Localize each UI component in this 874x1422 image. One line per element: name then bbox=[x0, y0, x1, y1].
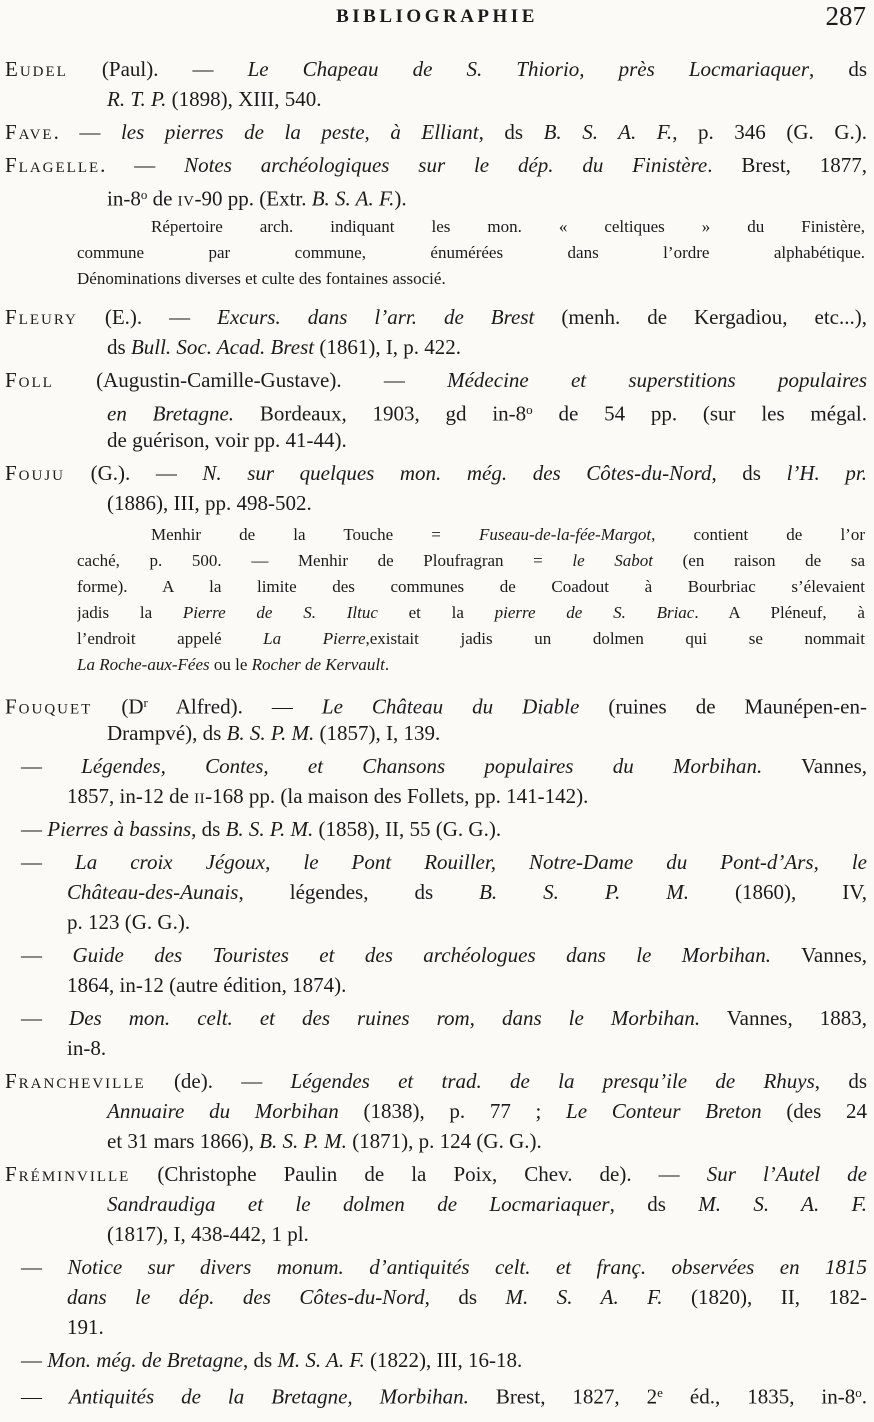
text-run: R. T. P. bbox=[107, 87, 167, 111]
bib-entry bbox=[5, 1345, 867, 1375]
text-run: Vannes, bbox=[762, 754, 867, 778]
text-run: (Christophe Paulin de la Poix, Chev. de). — bbox=[130, 1162, 707, 1186]
text-run: (1860), IV, bbox=[689, 880, 867, 904]
text-run: Vannes, bbox=[771, 943, 867, 967]
text-line bbox=[5, 847, 867, 877]
text-run: commune par commune, énumérées dans l’ordre alphabétique. bbox=[77, 243, 865, 262]
text-run: dans le dép. des Côtes-du-Nord bbox=[67, 1285, 425, 1309]
text-run: Brest, 1827, 2 bbox=[468, 1384, 658, 1408]
text-run: Flagelle bbox=[5, 153, 101, 177]
text-run: Légendes et trad. de la presqu’ile de Rhuys bbox=[290, 1069, 815, 1093]
running-title: BIBLIOGRAPHIE bbox=[336, 6, 538, 27]
text-line bbox=[77, 240, 865, 266]
text-run: B. S. P. M. bbox=[226, 721, 315, 745]
text-run: , contient de l’or bbox=[651, 525, 865, 544]
text-run: 191. bbox=[67, 1315, 104, 1339]
text-run: Médecine et superstitions populaires bbox=[447, 368, 867, 392]
text-run: (1857), I, 139. bbox=[314, 721, 441, 745]
text-line bbox=[5, 1126, 867, 1156]
text-line bbox=[5, 488, 867, 518]
text-run: et 31 mars 1866), bbox=[107, 1129, 260, 1153]
text-run: , ds bbox=[814, 1069, 867, 1093]
bib-entry bbox=[5, 458, 867, 518]
text-run: — bbox=[21, 1348, 48, 1372]
text-line bbox=[5, 1096, 867, 1126]
text-run: M. S. A. F. bbox=[277, 1348, 365, 1372]
bib-entry bbox=[5, 1378, 867, 1408]
text-line bbox=[5, 1066, 867, 1096]
text-run: Répertoire arch. indiquant les mon. « celtiques » du Finistère, bbox=[151, 217, 865, 236]
text-line bbox=[5, 1033, 867, 1063]
text-run: de guérison, voir pp. 41-44). bbox=[107, 428, 347, 452]
text-run: Notes archéologiques sur le dép. du Finistère bbox=[184, 153, 708, 177]
text-run: (E.). — bbox=[77, 305, 218, 329]
text-run: Alfred). — bbox=[147, 694, 322, 718]
text-run: , p. 346 (G. G.). bbox=[672, 120, 867, 144]
text-run: — bbox=[21, 817, 48, 841]
text-line bbox=[5, 180, 867, 210]
text-run: Sandraudiga et le dolmen de Locmariaquer bbox=[107, 1192, 610, 1216]
text-line bbox=[5, 688, 867, 718]
text-run: . — bbox=[53, 120, 121, 144]
text-run: (1817), I, 438-442, 1 pl. bbox=[107, 1222, 309, 1246]
text-run: B. S. P. M. bbox=[259, 1129, 347, 1153]
text-run: — bbox=[21, 1255, 68, 1279]
text-run: o bbox=[855, 1385, 862, 1400]
text-run: Légendes, Contes, et Chansons populaires du Morbihan. bbox=[81, 754, 763, 778]
text-run: (ruines de Maunépen-en- bbox=[579, 694, 867, 718]
text-run: l’endroit appelé bbox=[77, 629, 264, 648]
text-run: o bbox=[140, 187, 148, 202]
text-run: Fuseau-de-la-fée-Margot bbox=[478, 525, 652, 544]
text-run: , ds bbox=[609, 1192, 699, 1216]
text-run: Fouju bbox=[5, 461, 66, 485]
text-run: -90 pp. (Extr. bbox=[194, 186, 312, 210]
text-line bbox=[5, 970, 867, 1000]
text-line bbox=[5, 940, 867, 970]
text-run: (1838), p. 77 ; bbox=[338, 1099, 567, 1123]
bibliography-list bbox=[0, 40, 874, 1408]
text-run: Le Château du Diable bbox=[321, 694, 580, 718]
text-run: de bbox=[147, 186, 178, 210]
text-line bbox=[5, 751, 867, 781]
text-line bbox=[5, 117, 867, 147]
text-run: iv bbox=[177, 186, 195, 210]
text-run: Bordeaux, 1903, gd in-8 bbox=[234, 401, 527, 425]
page-header bbox=[0, 0, 874, 40]
text-run: les pierres de la peste, à Elliant bbox=[120, 120, 479, 144]
text-line bbox=[5, 1345, 867, 1375]
text-line bbox=[77, 266, 865, 292]
text-run: Eudel bbox=[5, 57, 68, 81]
text-run: (en raison de sa bbox=[653, 551, 865, 570]
text-run: Fouquet bbox=[5, 694, 93, 718]
text-run: -168 pp. (la maison des Follets, pp. 141-142). bbox=[205, 784, 589, 808]
bib-entry bbox=[5, 150, 867, 210]
text-line bbox=[5, 1312, 867, 1342]
text-run: ds bbox=[107, 335, 131, 359]
text-run: Notice sur divers monum. d’antiquités celt. et franç. observées en 1815 bbox=[67, 1255, 867, 1279]
text-run: B. S. A. F. bbox=[311, 186, 395, 210]
text-line bbox=[5, 1282, 867, 1312]
bib-note bbox=[77, 214, 865, 292]
text-run: (Augustin-Camille-Gustave). — bbox=[53, 368, 448, 392]
text-run: Rocher de Kervault bbox=[251, 655, 385, 674]
text-run: (1886), III, pp. 498-502. bbox=[107, 491, 312, 515]
bib-entry bbox=[5, 117, 867, 147]
text-run: (D bbox=[92, 694, 144, 718]
text-run: r bbox=[143, 695, 148, 710]
text-run: , ds bbox=[478, 120, 544, 144]
text-run: ou le bbox=[209, 655, 252, 674]
bib-entry bbox=[5, 365, 867, 455]
text-run: in-8. bbox=[67, 1036, 107, 1060]
text-run: forme). A la limite des communes de Coadout à Bourbriac s’élevaient bbox=[77, 577, 865, 596]
text-run: B. S. P. M. bbox=[479, 880, 690, 904]
text-line bbox=[5, 302, 867, 332]
text-run: in-8 bbox=[107, 186, 141, 210]
text-run: Antiquités de la Bretagne, Morbihan. bbox=[68, 1384, 469, 1408]
text-run: (1820), II, 182- bbox=[662, 1285, 867, 1309]
text-line bbox=[77, 652, 865, 678]
text-run: — bbox=[21, 1384, 69, 1408]
text-run: e bbox=[657, 1385, 663, 1400]
text-run: Excurs. dans l’arr. de Brest bbox=[217, 305, 535, 329]
text-line bbox=[5, 1378, 867, 1408]
text-run: pierre de S. Briac bbox=[494, 603, 695, 622]
text-run: (G.). — bbox=[65, 461, 203, 485]
text-run: Menhir de la Touche = bbox=[151, 525, 479, 544]
text-run: M. S. A. F. bbox=[505, 1285, 663, 1309]
text-run: Pierre de S. Iltuc bbox=[182, 603, 378, 622]
bib-note bbox=[77, 522, 865, 678]
text-line bbox=[5, 877, 867, 907]
text-run: de 54 pp. (sur les mégal. bbox=[532, 401, 867, 425]
text-run: La croix Jégoux, le Pont Rouiller, Notre-Dame du Pont-d’Ars, le bbox=[75, 850, 867, 874]
text-run: Fréminville bbox=[5, 1162, 131, 1186]
text-run: — bbox=[21, 1006, 70, 1030]
text-run: . bbox=[384, 655, 390, 674]
bib-entry bbox=[5, 302, 867, 362]
text-run: o bbox=[526, 402, 533, 417]
bib-entry bbox=[5, 1159, 867, 1249]
text-line bbox=[5, 458, 867, 488]
text-run: jadis la bbox=[77, 603, 183, 622]
text-line bbox=[5, 1003, 867, 1033]
page-number: 287 bbox=[825, 1, 866, 31]
text-run: Guide des Touristes et des archéologues dans le Morbihan. bbox=[72, 943, 772, 967]
text-run: ii bbox=[194, 784, 206, 808]
text-line bbox=[5, 1219, 867, 1249]
text-line bbox=[5, 1189, 867, 1219]
text-line bbox=[77, 522, 865, 548]
text-run: . A Pléneuf, à bbox=[694, 603, 865, 622]
text-run: (1898), XIII, 540. bbox=[166, 87, 322, 111]
text-run: , ds bbox=[809, 57, 867, 81]
text-run: (menh. de Kergadiou, etc...), bbox=[534, 305, 867, 329]
text-line bbox=[5, 425, 867, 455]
text-run: ). bbox=[394, 186, 407, 210]
text-run: — bbox=[21, 850, 76, 874]
text-line bbox=[5, 332, 867, 362]
text-line bbox=[5, 84, 867, 114]
text-line bbox=[5, 365, 867, 395]
text-run: et la bbox=[377, 603, 495, 622]
text-line bbox=[77, 626, 865, 652]
text-run: (Paul). — bbox=[67, 57, 248, 81]
text-run: Des mon. celt. et des ruines rom, dans le Morbihan. bbox=[69, 1006, 701, 1030]
text-run: en Bretagne. bbox=[107, 401, 235, 425]
text-line bbox=[5, 781, 867, 811]
text-run: ,existait jadis un dolmen qui se nommait bbox=[365, 629, 865, 648]
bib-entry bbox=[5, 847, 867, 937]
text-run: Dénominations diverses et culte des fontaines associé. bbox=[77, 269, 446, 288]
text-run: Mon. még. de Bretagne bbox=[47, 1348, 243, 1372]
text-run: (1861), I, p. 422. bbox=[314, 335, 462, 359]
text-run: , ds bbox=[711, 461, 787, 485]
text-run: La Roche-aux-Fées bbox=[77, 655, 210, 674]
text-run: caché, p. 500. — Menhir de Ploufragran = bbox=[77, 551, 573, 570]
text-run: M. S. A. F. bbox=[698, 1192, 867, 1216]
text-run: Le Conteur Breton bbox=[566, 1099, 762, 1123]
text-run: Sur l’Autel de bbox=[706, 1162, 867, 1186]
text-run: La Pierre bbox=[263, 629, 366, 648]
bib-entry bbox=[5, 751, 867, 811]
text-line bbox=[5, 718, 867, 748]
text-line bbox=[5, 150, 867, 180]
text-line bbox=[77, 214, 865, 240]
text-run: (1871), p. 124 (G. G.). bbox=[346, 1129, 542, 1153]
bib-entry bbox=[5, 54, 867, 114]
text-run: Foll bbox=[5, 368, 54, 392]
text-line bbox=[5, 1252, 867, 1282]
text-line bbox=[77, 600, 865, 626]
text-line bbox=[77, 574, 865, 600]
text-run: Drampvé), ds bbox=[107, 721, 227, 745]
text-run: N. sur quelques mon. még. des Côtes-du-Nord bbox=[202, 461, 712, 485]
text-run: Le Chapeau de S. Thiorio, près Locmariaquer bbox=[247, 57, 810, 81]
text-run: (de). — bbox=[145, 1069, 291, 1093]
text-run: (des 24 bbox=[761, 1099, 867, 1123]
bib-entry bbox=[5, 940, 867, 1000]
bib-entry bbox=[5, 1003, 867, 1063]
text-run: éd., 1835, in-8 bbox=[662, 1384, 856, 1408]
text-run: 1864, in-12 (autre édition, 1874). bbox=[67, 973, 347, 997]
text-run: le Sabot bbox=[572, 551, 654, 570]
text-run: 1857, in-12 de bbox=[67, 784, 195, 808]
bib-entry bbox=[5, 1066, 867, 1156]
text-run: Annuaire du Morbihan bbox=[107, 1099, 339, 1123]
text-run: Vannes, 1883, bbox=[700, 1006, 867, 1030]
text-run: Fleury bbox=[5, 305, 78, 329]
text-run: . Brest, 1877, bbox=[707, 153, 867, 177]
text-run: — bbox=[21, 943, 73, 967]
text-run: , ds bbox=[243, 1348, 278, 1372]
text-run: . bbox=[861, 1384, 867, 1408]
text-run: , légendes, ds bbox=[238, 880, 480, 904]
text-run: . — bbox=[100, 153, 185, 177]
text-line bbox=[5, 907, 867, 937]
text-run: Pierres à bassins bbox=[47, 817, 192, 841]
text-run: Bull. Soc. Acad. Brest bbox=[130, 335, 315, 359]
text-line bbox=[5, 54, 867, 84]
bib-entry bbox=[5, 688, 867, 748]
text-run: B. S. P. M. bbox=[225, 817, 314, 841]
text-run: , ds bbox=[191, 817, 226, 841]
text-run: — bbox=[21, 754, 82, 778]
text-run: B. S. A. F. bbox=[543, 120, 673, 144]
text-run: Fave bbox=[5, 120, 54, 144]
text-line bbox=[5, 1159, 867, 1189]
text-run: l’H. pr. bbox=[786, 461, 867, 485]
text-line bbox=[77, 548, 865, 574]
bib-entry bbox=[5, 814, 867, 844]
text-run: Francheville bbox=[5, 1069, 146, 1093]
text-run: (1858), II, 55 (G. G.). bbox=[313, 817, 502, 841]
text-run: Château-des-Aunais bbox=[67, 880, 239, 904]
text-line bbox=[5, 814, 867, 844]
text-run: p. 123 (G. G.). bbox=[67, 910, 191, 934]
bib-entry bbox=[5, 1252, 867, 1342]
text-run: , ds bbox=[424, 1285, 506, 1309]
text-run: (1822), III, 16-18. bbox=[364, 1348, 523, 1372]
text-line bbox=[5, 395, 867, 425]
